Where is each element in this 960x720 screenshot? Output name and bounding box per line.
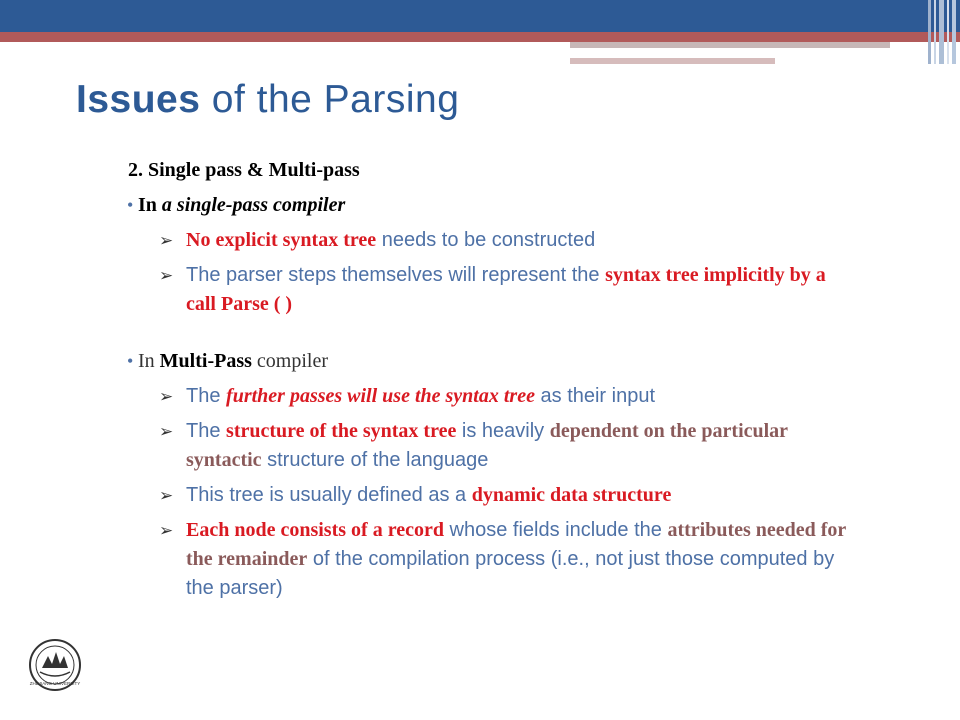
university-seal-icon [28,638,82,692]
arrow-bullet-icon: ➢ [159,266,174,285]
single-pass-item-1: ➢ No explicit syntax tree needs to be constructed [128,226,848,255]
multi-pass-bullet: • In Multi-Pass compiler [128,347,848,376]
bullet-dot-icon: • [127,195,134,215]
arrow-bullet-icon: ➢ [159,231,174,250]
header-vertical-lines [928,0,960,64]
bullet-dot-icon: • [127,351,134,371]
header-accent-band [0,32,960,42]
slide-title: Issues of the Parsing [76,78,460,121]
multi-pass-item-3: ➢ This tree is usually defined as a dynamic data structure [128,481,848,510]
header-band [0,0,960,32]
header-accent-stripe [570,42,890,48]
multi-pass-item-2: ➢ The structure of the syntax tree is heavily dependent on the particular syntactic structure of the language [128,417,848,475]
logo-caption: ZHEJIANG UNIVERSITY [29,681,81,686]
slide-body [128,156,848,603]
arrow-bullet-icon: ➢ [159,387,174,406]
single-pass-bullet: • In a single-pass compiler [128,191,848,220]
header-accent-stripe-lower [570,58,775,64]
section-heading: 2. Single pass & Multi-pass [128,159,360,181]
single-pass-item-2: ➢ The parser steps themselves will represent the syntax tree implicitly by a call Parse ( ) [128,261,848,319]
multi-pass-item-1: ➢ The further passes will use the syntax tree as their input [128,382,848,411]
arrow-bullet-icon: ➢ [159,521,174,540]
arrow-bullet-icon: ➢ [159,422,174,441]
arrow-bullet-icon: ➢ [159,486,174,505]
multi-pass-item-4: ➢ Each node consists of a record whose fields include the attributes needed for the remainder of the compilation process (i.e., not just those computed by the parser) [128,516,848,603]
